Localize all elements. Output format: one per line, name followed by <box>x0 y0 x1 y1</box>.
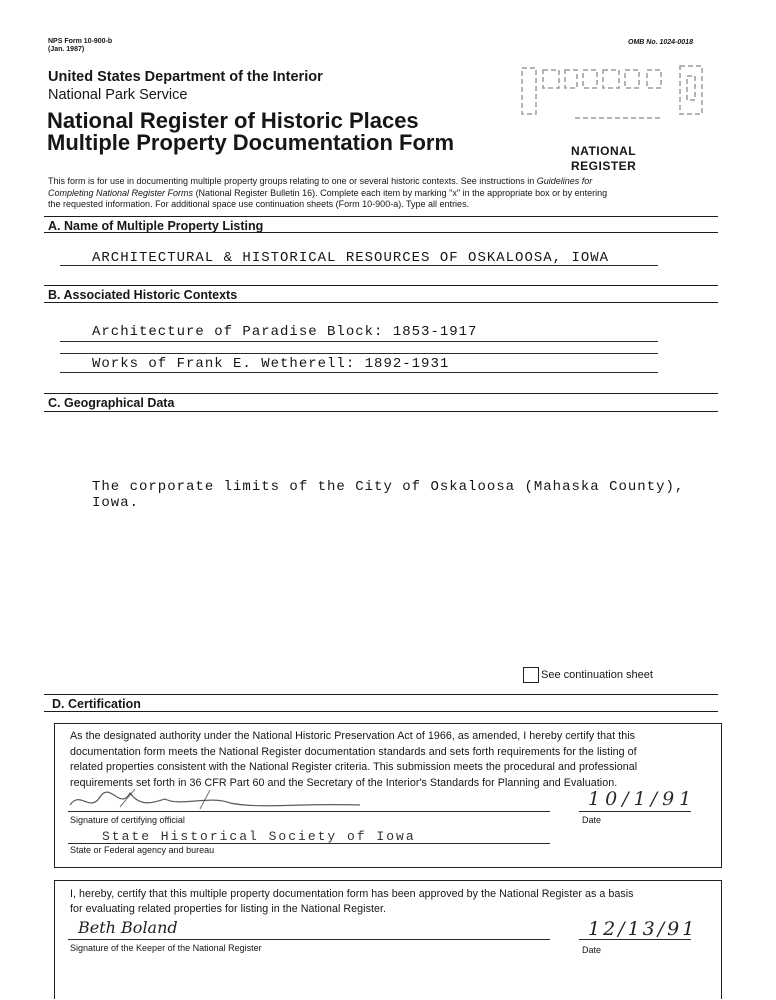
continuation-label: See continuation sheet <box>541 669 653 681</box>
geographical-data-line1: The corporate limits of the City of Oskaloosa (Mahaska County), <box>92 479 685 495</box>
stamp-national: NATIONAL <box>571 144 637 158</box>
divider <box>44 285 718 286</box>
divider <box>44 711 718 712</box>
section-b-heading: B. Associated Historic Contexts <box>48 288 238 302</box>
divider <box>44 393 718 394</box>
keeper-date-value: 12/13/91 <box>588 918 698 940</box>
section-d-heading: D. Certification <box>52 697 141 711</box>
historic-context-1: Architecture of Paradise Block: 1853-1917 <box>92 324 478 340</box>
keeper-signature-line <box>68 939 550 940</box>
entry-line <box>60 353 658 354</box>
keeper-date-line <box>579 939 691 940</box>
signature-label: Signature of certifying official <box>70 815 185 825</box>
certification-date-value: 10/1/91 <box>588 788 697 810</box>
section-a-heading: A. Name of Multiple Property Listing <box>48 219 264 233</box>
divider <box>44 216 718 217</box>
divider <box>44 232 718 233</box>
keeper-date-label: Date <box>582 945 602 955</box>
entry-line <box>60 265 658 266</box>
date-label: Date <box>582 815 602 825</box>
omb-number: OMB No. 1024-0018 <box>628 39 693 46</box>
service-name: National Park Service <box>48 87 188 103</box>
keeper-signature-label: Signature of the Keeper of the National Register <box>70 943 262 953</box>
entry-line <box>60 372 658 373</box>
agency-line <box>68 843 550 844</box>
section-c-heading: C. Geographical Data <box>48 396 175 410</box>
keeper-signature: Beth Boland <box>78 918 178 937</box>
keeper-text: I, hereby, certify that this multiple property documentation form has been approved by the National Register as a basis for evaluating related properties for listing in the National Register. <box>70 888 634 915</box>
certification-text: As the designated authority under the National Historic Preservation Act of 1966, as amended, I hereby certify that this documentation form meets the National Register documentation standards and sets forth requirements for the listing of related properties consistent with the National Register criteria. This submission meets the procedural and professional requirements set forth in 36 CFR Part 60 and the Secretary of the Interior's Standards for Planning and Evaluation. <box>70 730 638 789</box>
multiple-property-name: ARCHITECTURAL & HISTORICAL RESOURCES OF OSKALOOSA, IOWA <box>92 250 610 266</box>
received-stamp-icon <box>515 62 715 132</box>
form-number: NPS Form 10-900-b <box>48 38 113 45</box>
form-title-line1: National Register of Historic Places <box>47 108 419 133</box>
divider <box>44 694 718 695</box>
form-date: (Jan. 1987) <box>48 46 85 53</box>
signature-line <box>68 811 550 812</box>
geographical-data-line2: Iowa. <box>92 495 140 511</box>
continuation-checkbox[interactable] <box>523 667 539 683</box>
divider <box>44 302 718 303</box>
divider <box>44 411 718 412</box>
agency-value: State Historical Society of Iowa <box>102 829 416 844</box>
entry-line <box>60 341 658 342</box>
form-title-line2: Multiple Property Documentation Form <box>47 130 455 155</box>
historic-context-2: Works of Frank E. Wetherell: 1892-1931 <box>92 356 450 372</box>
date-line <box>579 811 691 812</box>
agency-label: State or Federal agency and bureau <box>70 845 215 855</box>
instructions: This form is for use in documenting multiple property groups relating to one or several historic contexts. See instructions in Guidelines for Completing National Register Forms (National Register Bulletin 16). Complete each item by marking "x" in the appropriate box or by entering the requested information. For additional space use continuation sheets (Form 10-900-a). Type all entries. <box>48 176 608 209</box>
stamp-register: REGISTER <box>571 159 637 173</box>
department-name: United States Department of the Interior <box>48 69 323 85</box>
